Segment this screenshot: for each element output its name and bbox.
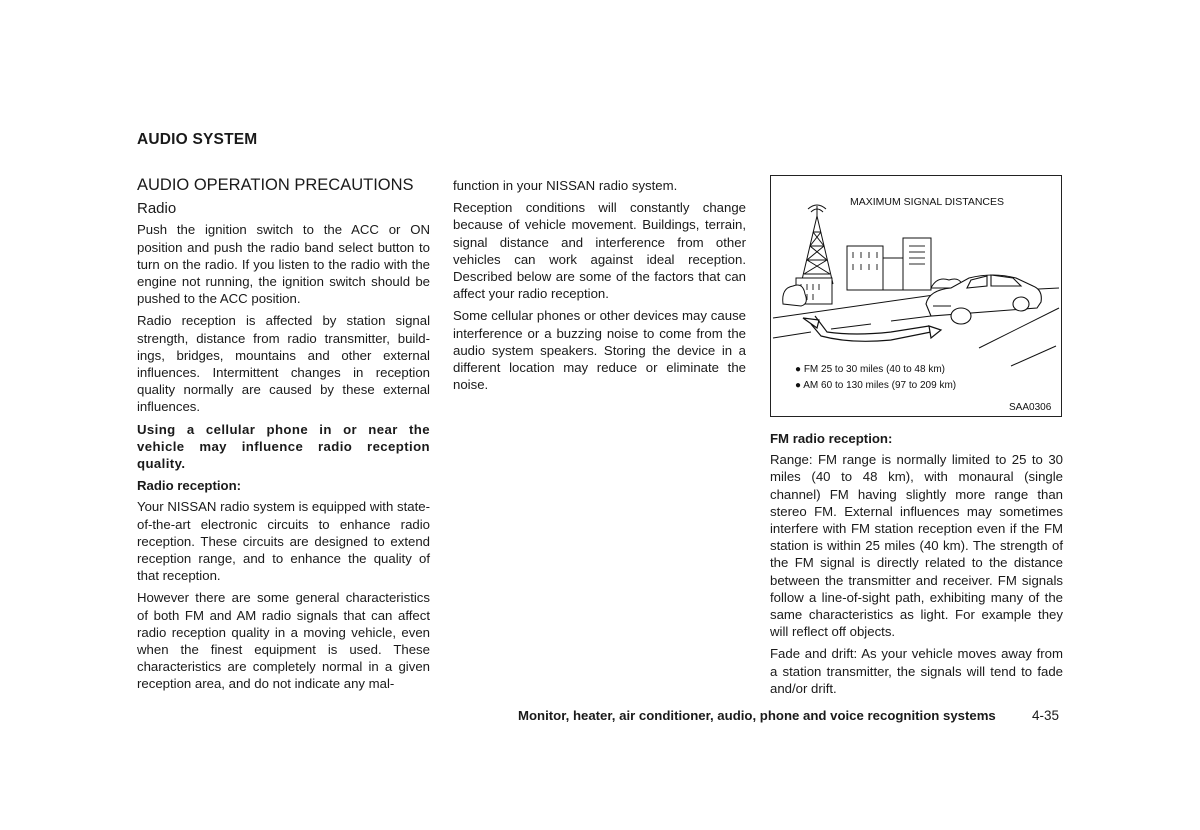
column-2 — [453, 177, 746, 398]
paragraph-characteristics: However there are some general characteristics of both FM and AM radio signals that can affect radio reception quality in a moving vehicle, even when the finest equipment is used. These characteristics are completely normal in a given reception area, and do not indicate any mal- — [137, 590, 430, 692]
cellular-warning: Using a cellular phone in or near the vehicle may influence radio reception quality. — [137, 421, 430, 472]
buildings-icon — [796, 238, 931, 304]
radio-reception-heading: Radio reception: — [137, 478, 242, 494]
signal-distance-figure — [770, 175, 1062, 417]
fm-reception-heading: FM radio reception: — [770, 431, 893, 446]
paragraph-reception-factors: Radio reception is affected by station signal strength, distance from radio transmitter, build-ings, bridges, mountains and other external influences. Intermittent changes in reception quality normally are caused by these external influences. — [137, 313, 430, 415]
paragraph-cellular-devices: Some cellular phones or other devices may cause interference or a buzzing noise to come from the audio system speakers. Storing the device in a different location may reduce or eliminate the noise. — [453, 308, 746, 393]
paragraph-conditions: Reception conditions will constantly change because of vehicle movement. Buildings, terrain, signal distance and interference from other vehicles can work against ideal reception. Described below are some of the factors that can affect your radio reception. — [453, 200, 746, 302]
column-1 — [137, 177, 430, 698]
section-title: AUDIO SYSTEM — [137, 131, 258, 148]
radio-tower-icon — [801, 205, 833, 284]
precautions-heading: AUDIO OPERATION PRECAUTIONS — [137, 176, 414, 194]
footer-chapter-title: Monitor, heater, air conditioner, audio, phone and voice recognition systems — [518, 708, 996, 723]
radio-subheading: Radio — [137, 200, 177, 218]
signal-illustration — [771, 176, 1061, 416]
paragraph-fm-range: Range: FM range is normally limited to 25 to 30 miles (40 to 48 km), with monaural (single channel) FM having slightly more range than stereo FM. External influences may sometimes interfere with FM station reception even if the FM station is within 25 miles (40 km). The strength of the FM signal is directly related to the distance between the transmitter and receiver. FM signals follow a line-of-sight path, exhibiting many of the same characteristics as light. For example they will reflect off objects. — [770, 452, 1063, 640]
am-distance-bullet: ● AM 60 to 130 miles (97 to 209 km) — [795, 380, 957, 391]
paragraph-malfunction: function in your NISSAN radio system. — [453, 178, 678, 193]
figure-title: MAXIMUM SIGNAL DISTANCES — [850, 196, 1005, 208]
paragraph-fade-drift: Fade and drift: As your vehicle moves away from a station transmitter, the signals will tend to fade and/or drift. — [770, 646, 1063, 696]
page-number: 4-35 — [1032, 708, 1060, 723]
paragraph-radio-system: Your NISSAN radio system is equipped with state-of-the-art electronic circuits to enhance radio reception. These circuits are designed to extend reception range, and to enhance the quality of that reception. — [137, 499, 430, 584]
column-3 — [770, 430, 1063, 702]
fm-distance-bullet: ● FM 25 to 30 miles (40 to 48 km) — [795, 364, 945, 375]
paragraph-ignition: Push the ignition switch to the ACC or ON position and push the radio band select button to turn on the radio. If you listen to the radio with the engine not running, the ignition switch should be pushed to the ACC position. — [137, 222, 430, 307]
signal-arrow-icon — [803, 316, 941, 341]
figure-code: SAA0306 — [1009, 402, 1052, 413]
